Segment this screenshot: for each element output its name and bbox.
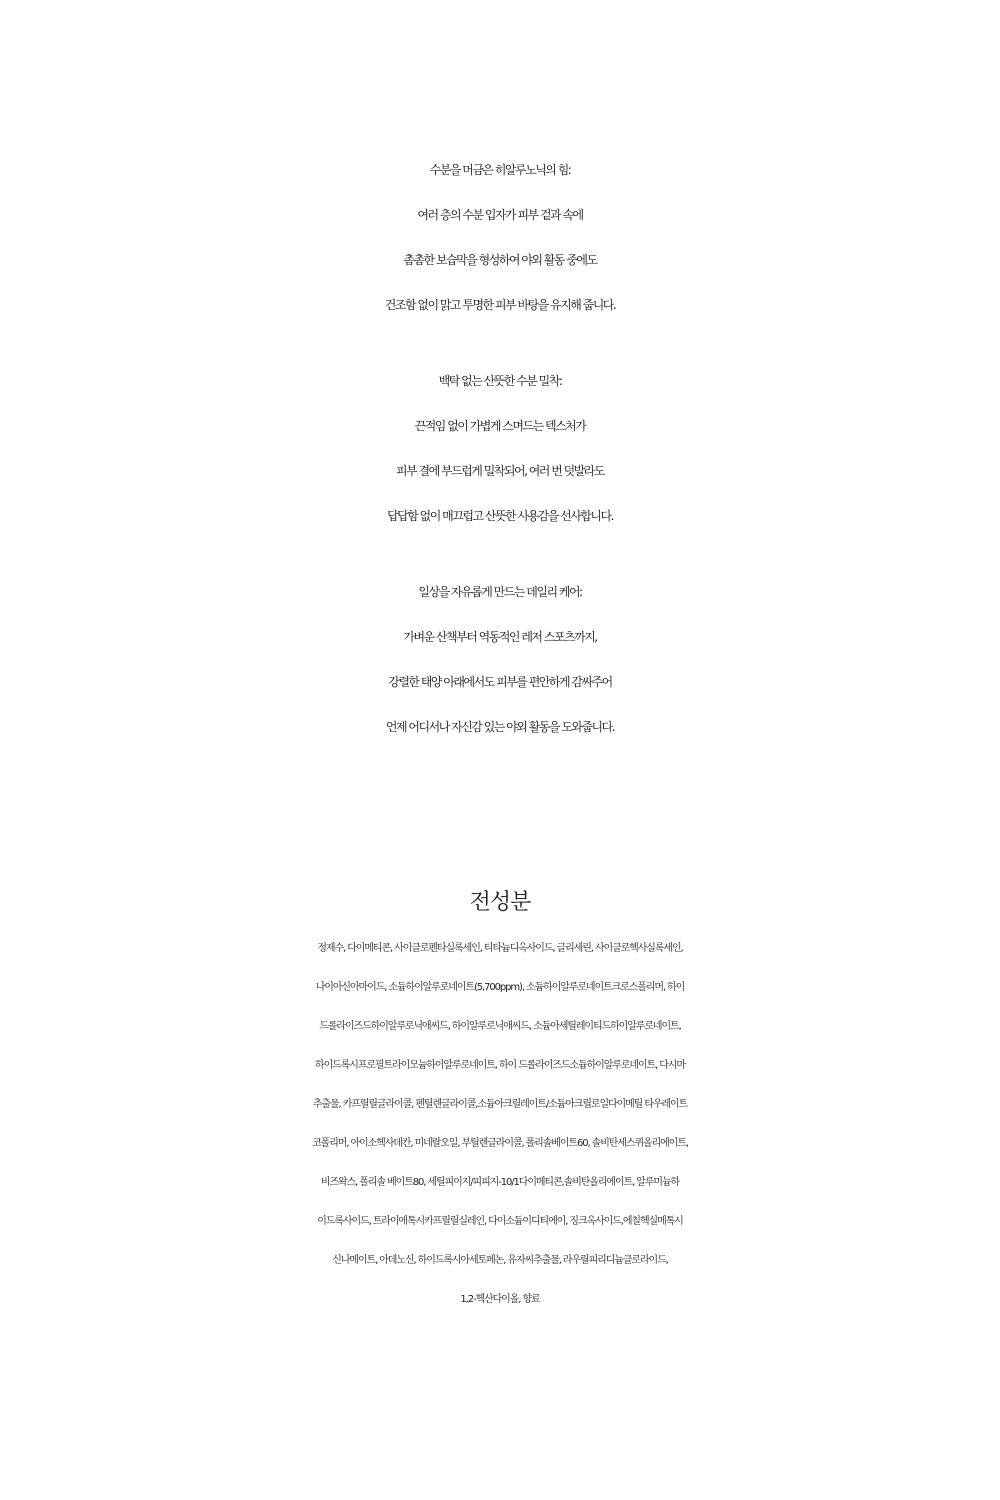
ingredient-list-line: 하이드록시프로필트라이모늄하이알루로네이트, 하이 드롤라이즈드소듐하이알루로네이트, 다시마 bbox=[315, 1060, 685, 1071]
feature-text-line: 피부 결에 부드럽게 밀착되어, 여러 번 덧발라도 bbox=[396, 464, 604, 478]
feature-text-line: 건조함 없이 맑고 투명한 피부 바탕을 유지해 줍니다. bbox=[384, 298, 616, 312]
feature-block-no-whitecast bbox=[0, 359, 1000, 539]
ingredient-list-line: 드롤라이즈드하이알루로닉애씨드, 하이알루로닉애씨드, 소듐아세틸레이티드하이알루로네이트, bbox=[319, 1021, 681, 1032]
feature-text-line: 언제 어디서나 자신감 있는 야외 활동을 도와줍니다. bbox=[385, 720, 615, 734]
ingredient-list-line: 정제수, 다이메티콘, 사이클로펜타실록세인, 티타늄디옥사이드, 글리세린, 사이클로헥사실록세인, bbox=[317, 943, 683, 954]
ingredient-list-line: 신나메이트, 아데노신, 하이드록시아세토페논, 유자씨추출물, 라우릴피리디늄클로라이드, bbox=[332, 1255, 668, 1266]
ingredient-list-line: 1,2-헥산다이올, 향료 bbox=[460, 1294, 540, 1305]
feature-text-line: 촘촘한 보습막을 형성하여 야외 활동 중에도 bbox=[403, 253, 597, 267]
ingredient-list-line: 비즈왁스, 폴리솔 베이트80, 세틸피이지/피피지-10/1다이메티콘,솔비탄올리에이트, 알루미늄하 bbox=[320, 1177, 680, 1188]
feature-text-line: 여러 층의 수분 입자가 피부 겉과 속에 bbox=[417, 208, 583, 222]
feature-text-line: 강렬한 태양 아래에서도 피부를 편안하게 감싸주어 bbox=[388, 675, 612, 689]
ingredients-title: 전성분 bbox=[469, 890, 531, 915]
feature-text-line: 답답함 없이 매끄럽고 산뜻한 사용감을 선사합니다. bbox=[387, 509, 613, 523]
ingredient-list-line: 코폴리머, 아이소헥사데칸, 미네랄오일, 부틸렌글라이콜, 폴리솔베이트60, 솔비탄세스퀴올리에이트, bbox=[312, 1138, 688, 1149]
ingredient-list-line: 이드록사이드, 트라이에톡시카프릴릴실레인, 다이소듐이디티에이, 징크옥사이드,에칠헥실메톡시 bbox=[317, 1216, 683, 1227]
ingredient-list-line: 나이아신아마이드, 소듐하이알루로네이트(5,700ppm), 소듐하이알루로네이트크로스폴리머, 하이 bbox=[315, 982, 685, 993]
ingredients-section bbox=[0, 886, 1000, 1319]
feature-heading: 백탁 없는 산뜻한 수분 밀착: bbox=[438, 374, 562, 388]
feature-text-line: 가벼운 산책부터 역동적인 레저 스포츠까지, bbox=[403, 630, 597, 644]
feature-text-line: 끈적임 없이 가볍게 스며드는 텍스처가 bbox=[414, 419, 586, 433]
feature-heading: 수분을 머금은 히알루노닉의 힘: bbox=[429, 163, 571, 177]
ingredient-list-line: 추출물, 카프릴릴글라이콜, 펜틸렌글라이콜,소듐아크릴레이트/소듐아크릴로일다이메틸 타우레이트 bbox=[312, 1099, 688, 1110]
feature-block-hyaluronic bbox=[0, 148, 1000, 328]
feature-block-daily-care bbox=[0, 570, 1000, 750]
feature-heading: 일상을 자유롭게 만드는 데일리 케어: bbox=[418, 585, 582, 599]
